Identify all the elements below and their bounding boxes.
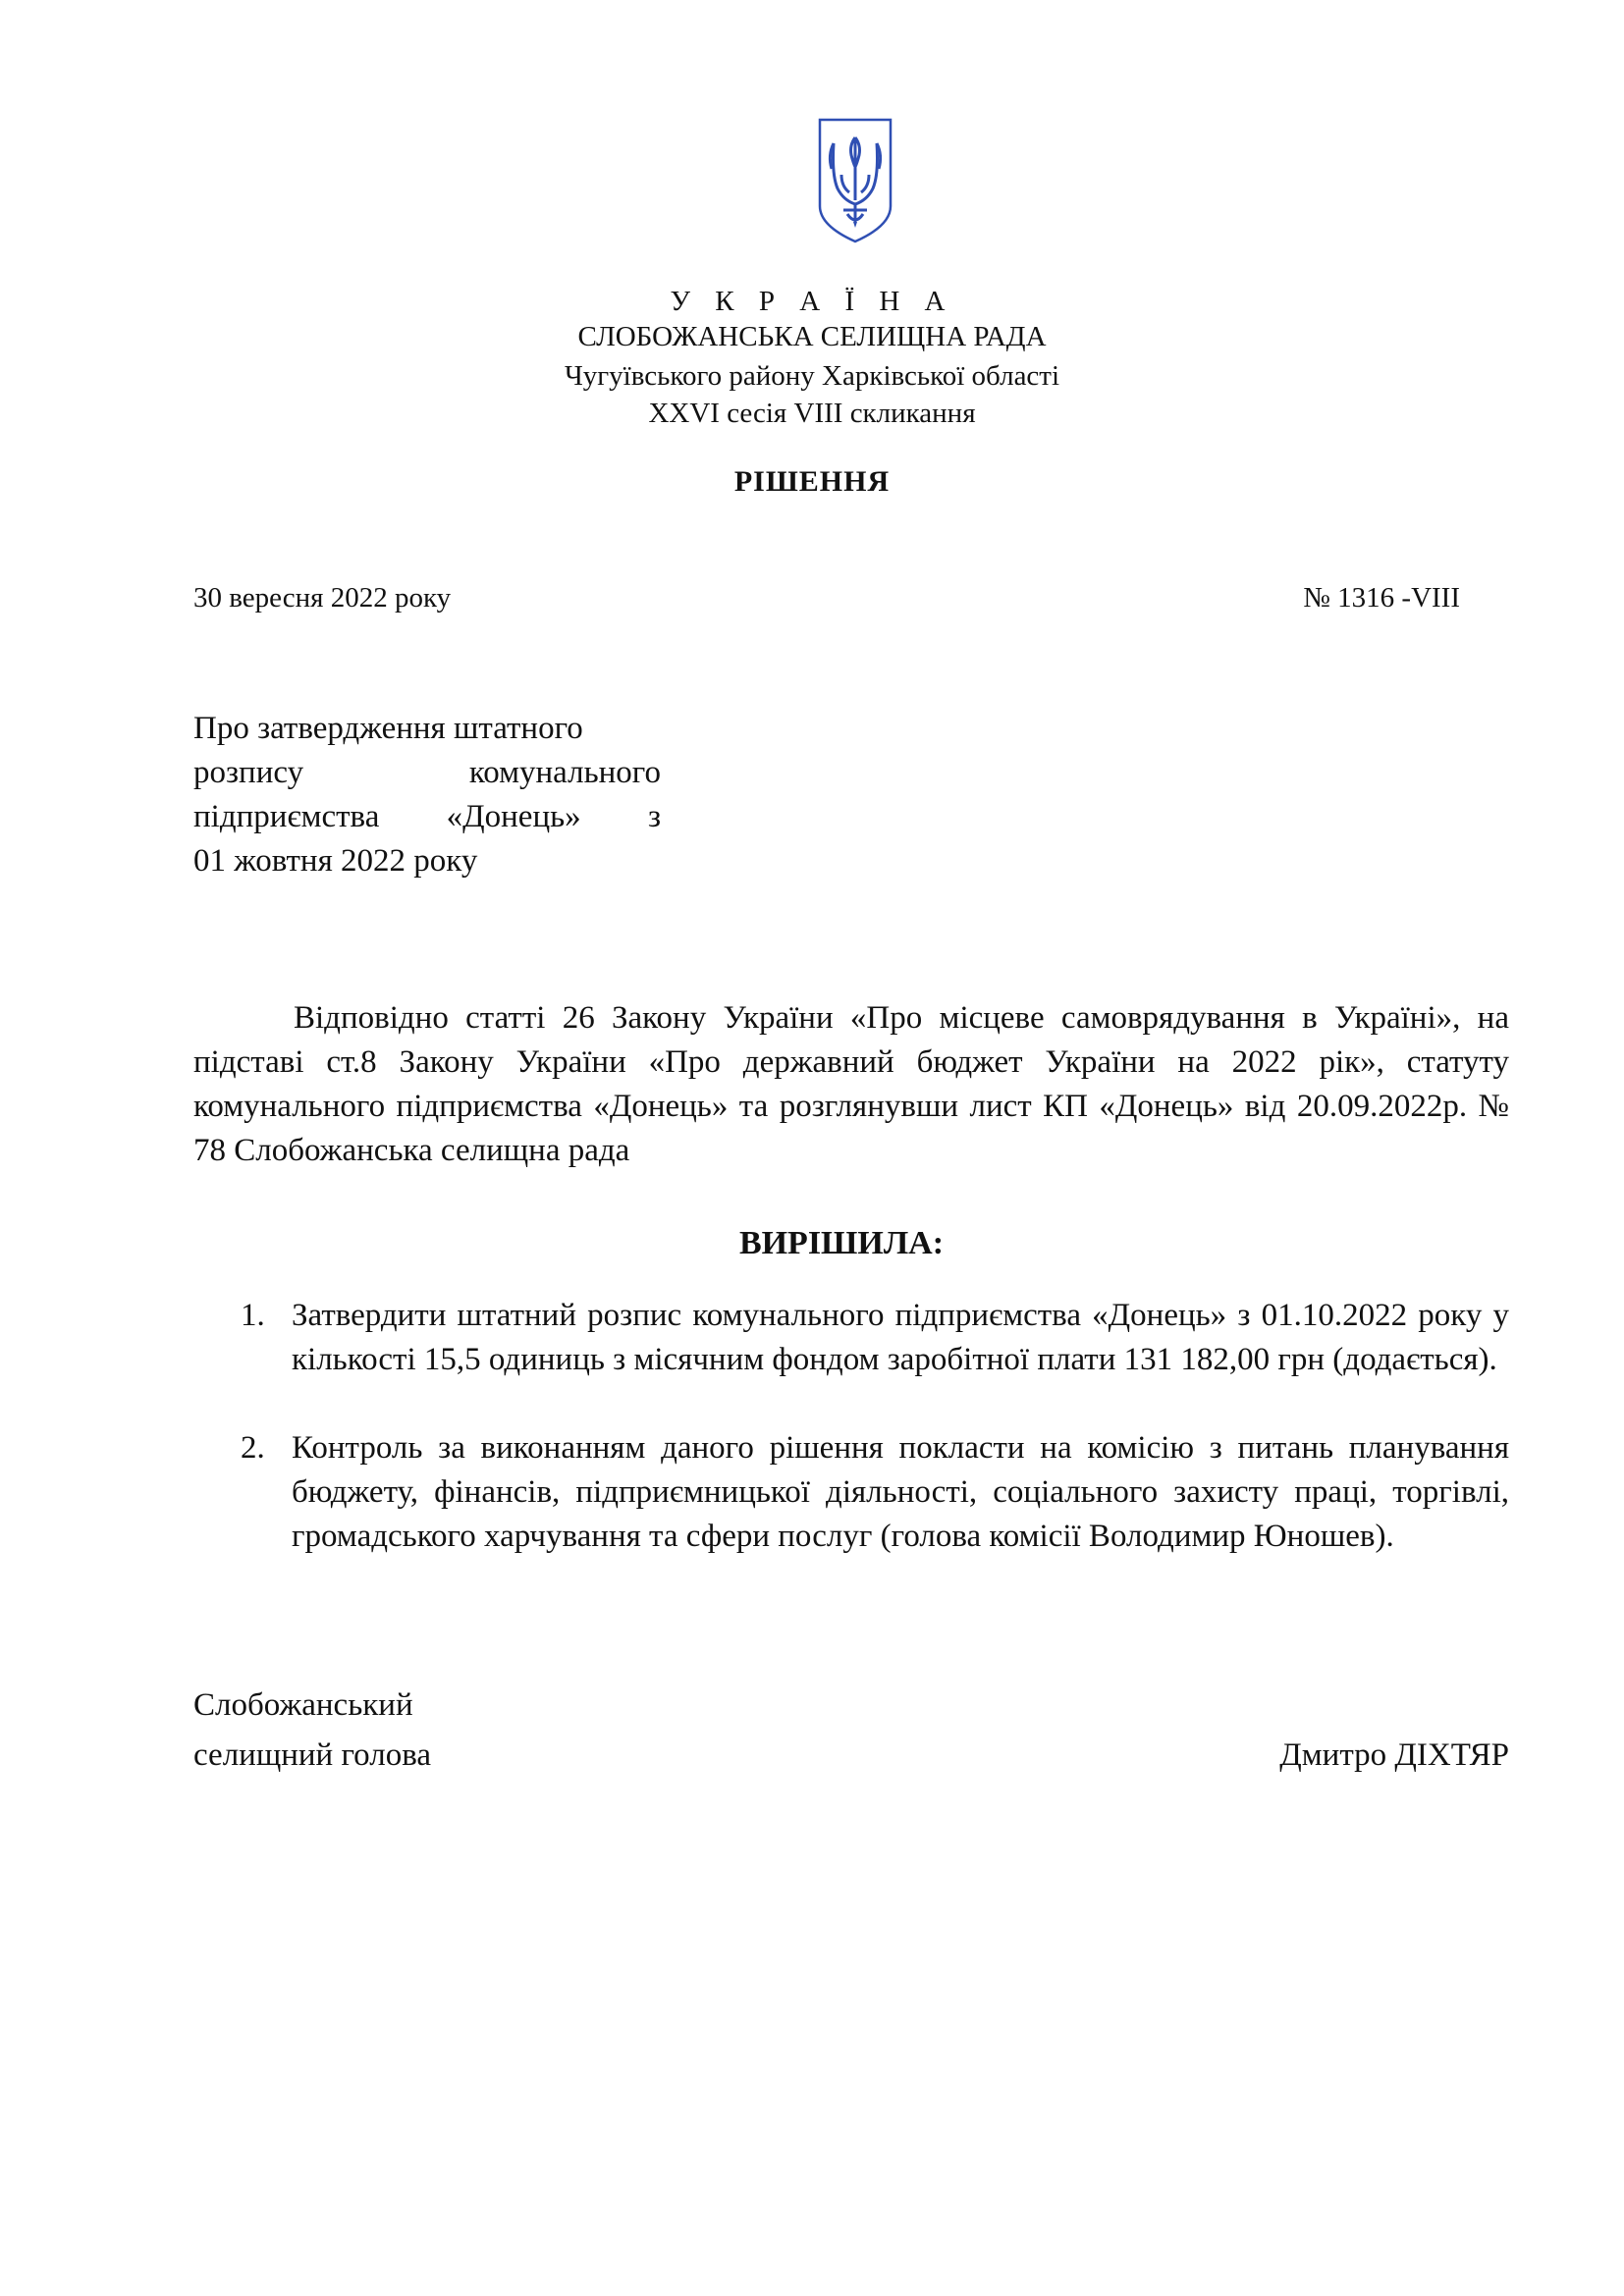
coat-of-arms-icon — [814, 116, 896, 245]
list-item — [193, 1294, 1509, 1382]
date-number-row — [193, 582, 1460, 614]
preamble-text: Відповідно статті 26 Закону України «Про місцеве самоврядування в Україні», на підставі ст.8 Закону України «Про державний бюджет України на 2022 рік», статуту комунального підприємства «Донець» та розглянувши лист КП «Донець» від 20.09.2022р. № 78 Слобожанська селищна рада — [193, 1000, 1509, 1168]
signer-title-line1: Слобожанський — [193, 1687, 413, 1723]
subject-line: підприємства «Донець» з — [193, 799, 661, 834]
subject-line: Про затвердження штатного — [193, 711, 583, 746]
document-number: № 1316 -VIII — [1303, 582, 1460, 614]
subject-line: розпису комунального — [193, 755, 661, 790]
decision-items — [193, 1294, 1509, 1603]
item-text: Затвердити штатний розпис комунального підприємства «Донець» з 01.10.2022 року у кількості 15,5 одиниць з місячним фондом заробітної плати 131 182,00 грн (додається). — [292, 1298, 1509, 1377]
signature-block — [193, 1681, 1509, 1781]
header-country: У К Р А Ї Н А — [670, 286, 954, 317]
resolved-heading: ВИРІШИЛА: — [738, 1225, 945, 1261]
signer-name: Дмитро ДІХТЯР — [1279, 1737, 1509, 1773]
preamble — [193, 996, 1509, 1173]
document-type: РІШЕННЯ — [733, 465, 891, 498]
item-number: 1. — [241, 1298, 265, 1333]
document-date: 30 вересня 2022 року — [193, 582, 452, 614]
header-council: СЛОБОЖАНСЬКА СЕЛИЩНА РАДА — [577, 321, 1047, 352]
document-subject — [193, 707, 661, 883]
signer-title-line2: селищний голова — [193, 1737, 432, 1773]
header-district: Чугуївського району Харківської області — [564, 360, 1060, 392]
subject-line: 01 жовтня 2022 року — [193, 843, 478, 879]
list-item — [193, 1426, 1509, 1559]
item-text: Контроль за виконанням даного рішення покласти на комісію з питань планування бюджету, фінансів, підприємницької діяльності, соціального захисту праці, торгівлі, громадського харчування та сфери послуг (голова комісії Володимир Юношев). — [292, 1430, 1509, 1554]
header-session: XXVI сесія VIII скликання — [648, 398, 976, 429]
item-number: 2. — [241, 1430, 265, 1466]
